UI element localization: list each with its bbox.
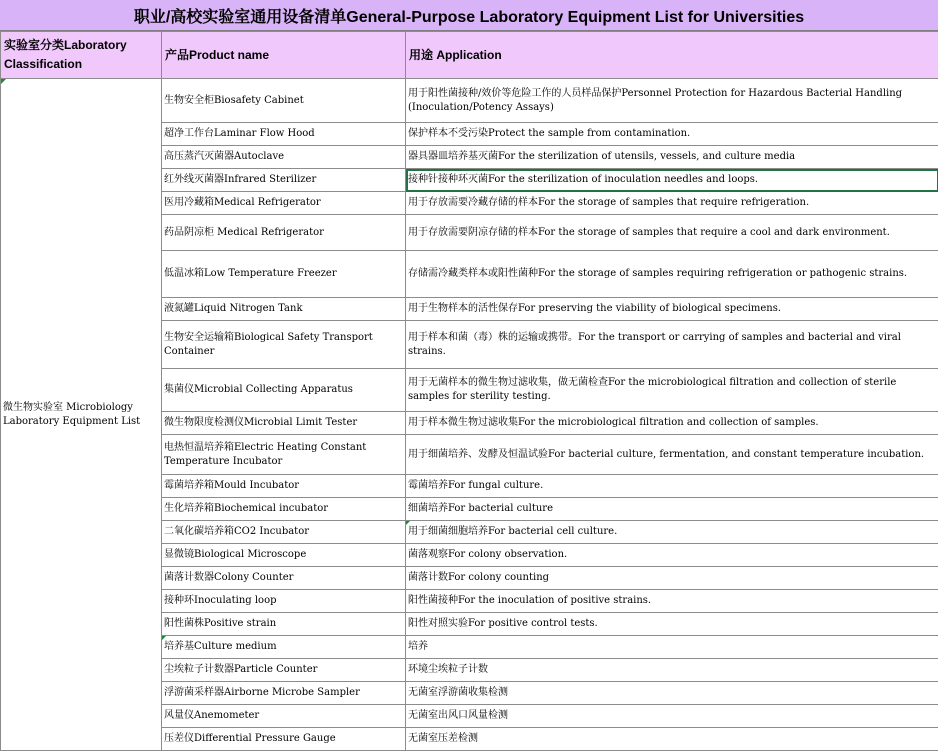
application-cell[interactable]: 用于细菌细胞培养For bacterial cell culture. xyxy=(406,521,938,544)
product-cell[interactable]: 显微镜Biological Microscope xyxy=(162,544,406,567)
product-cell[interactable]: 集菌仪Microbial Collecting Apparatus xyxy=(162,369,406,412)
product-cell[interactable]: 液氮罐Liquid Nitrogen Tank xyxy=(162,298,406,321)
application-cell[interactable]: 用于细菌培养、发酵及恒温试验For bacterial culture, fermentation, and constant temperature incubation. xyxy=(406,435,938,475)
application-cell[interactable]: 用于阳性菌接种/效价等危险工作的人员样品保护Personnel Protection for Hazardous Bacterial Handling (Inoculation/Potency Assays) xyxy=(406,79,938,123)
product-cell[interactable]: 电热恒温培养箱Electric Heating Constant Temperature Incubator xyxy=(162,435,406,475)
header-row xyxy=(1,32,938,79)
header-classification[interactable]: 实验室分类Laboratory Classification xyxy=(1,32,162,79)
application-cell[interactable]: 环境尘埃粒子计数 xyxy=(406,659,938,682)
application-cell[interactable]: 用于存放需要阴凉存储的样本For the storage of samples that require a cool and dark environment. xyxy=(406,215,938,251)
product-cell[interactable]: 生物安全柜Biosafety Cabinet xyxy=(162,79,406,123)
product-cell[interactable]: 压差仪Differential Pressure Gauge xyxy=(162,728,406,751)
application-cell[interactable]: 阳性对照实验For positive control tests. xyxy=(406,613,938,636)
product-cell[interactable]: 药品阴凉柜 Medical Refrigerator xyxy=(162,215,406,251)
product-cell[interactable]: 医用冷藏箱Medical Refrigerator xyxy=(162,192,406,215)
product-cell[interactable]: 生化培养箱Biochemical incubator xyxy=(162,498,406,521)
application-cell[interactable]: 无菌室出风口风量检测 xyxy=(406,705,938,728)
application-cell[interactable]: 用于生物样本的活性保存For preserving the viability of biological specimens. xyxy=(406,298,938,321)
product-cell[interactable]: 霉菌培养箱Mould Incubator xyxy=(162,475,406,498)
application-cell[interactable]: 存储需冷藏类样本或阳性菌种For the storage of samples requiring refrigeration or pathogenic strains. xyxy=(406,251,938,298)
application-cell[interactable]: 用于无菌样本的微生物过滤收集，做无菌检查For the microbiological filtration and collection of sterile samples for sterility testing. xyxy=(406,369,938,412)
product-cell[interactable]: 二氧化碳培养箱CO2 Incubator xyxy=(162,521,406,544)
application-cell-selected[interactable]: 接种针接种环灭菌For the sterilization of inoculation needles and loops. xyxy=(406,169,938,192)
product-cell[interactable]: 微生物限度检测仪Microbial Limit Tester xyxy=(162,412,406,435)
application-cell[interactable]: 培养 xyxy=(406,636,938,659)
product-cell[interactable]: 尘埃粒子计数器Particle Counter xyxy=(162,659,406,682)
product-cell[interactable]: 阳性菌株Positive strain xyxy=(162,613,406,636)
application-cell[interactable]: 保护样本不受污染Protect the sample from contamination. xyxy=(406,123,938,146)
application-cell[interactable]: 细菌培养For bacterial culture xyxy=(406,498,938,521)
header-application[interactable]: 用途 Application xyxy=(406,32,938,79)
product-cell[interactable]: 超净工作台Laminar Flow Hood xyxy=(162,123,406,146)
application-cell[interactable]: 阳性菌接种For the inoculation of positive strains. xyxy=(406,590,938,613)
table-row xyxy=(1,79,938,123)
application-cell[interactable]: 用于存放需要冷藏存储的样本For the storage of samples that require refrigeration. xyxy=(406,192,938,215)
product-cell[interactable]: 红外线灭菌器Infrared Sterilizer xyxy=(162,169,406,192)
product-cell[interactable]: 浮游菌采样器Airborne Microbe Sampler xyxy=(162,682,406,705)
product-cell[interactable]: 生物安全运输箱Biological Safety Transport Container xyxy=(162,321,406,369)
sheet-title[interactable]: 职业/高校实验室通用设备清单General-Purpose Laboratory Equipment List for Universities xyxy=(0,0,938,31)
application-cell[interactable]: 菌落观察For colony observation. xyxy=(406,544,938,567)
equipment-table xyxy=(0,31,938,751)
application-cell[interactable]: 无菌室浮游菌收集检测 xyxy=(406,682,938,705)
product-cell[interactable]: 培养基Culture medium xyxy=(162,636,406,659)
product-cell[interactable]: 风量仪Anemometer xyxy=(162,705,406,728)
product-cell[interactable]: 高压蒸汽灭菌器Autoclave xyxy=(162,146,406,169)
product-cell[interactable]: 低温冰箱Low Temperature Freezer xyxy=(162,251,406,298)
product-cell[interactable]: 菌落计数器Colony Counter xyxy=(162,567,406,590)
application-cell[interactable]: 用于样本微生物过滤收集For the microbiological filtration and collection of samples. xyxy=(406,412,938,435)
classification-cell[interactable]: 微生物实验室 Microbiology Laboratory Equipment List xyxy=(1,79,162,751)
application-cell[interactable]: 菌落计数For colony counting xyxy=(406,567,938,590)
application-cell[interactable]: 霉菌培养For fungal culture. xyxy=(406,475,938,498)
product-cell[interactable]: 接种环Inoculating loop xyxy=(162,590,406,613)
application-cell[interactable]: 无菌室压差检测 xyxy=(406,728,938,751)
header-product[interactable]: 产品Product name xyxy=(162,32,406,79)
application-cell[interactable]: 器具器皿培养基灭菌For the sterilization of utensils, vessels, and culture media xyxy=(406,146,938,169)
application-cell[interactable]: 用于样本和菌（毒）株的运输或携带。For the transport or carrying of samples and bacterial and viral strains. xyxy=(406,321,938,369)
